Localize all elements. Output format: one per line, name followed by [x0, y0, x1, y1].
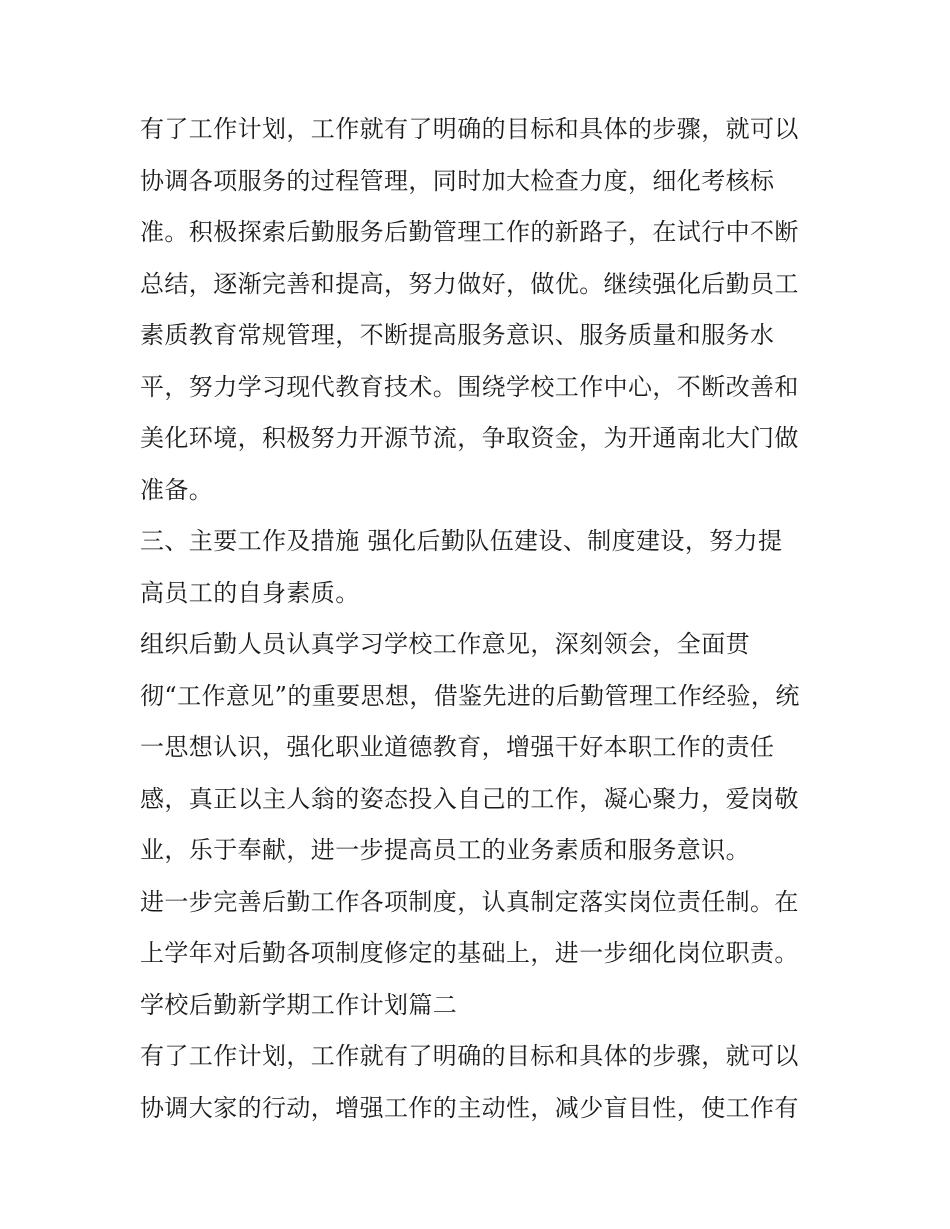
text-line: 彻“工作意见”的重要思想，借鉴先进的后勤管理工作经验，统	[140, 681, 800, 710]
text-line: 上学年对后勤各项制度修定的基础上，进一步细化岗位职责。	[140, 939, 799, 967]
text-line: 素质教育常规管理，不断提高服务意识、服务质量和服务水	[140, 321, 775, 349]
text-line: 组织后勤人员认真学习学校工作意见，深刻领会，全面贯	[140, 630, 750, 658]
text-line: 业，乐于奉献，进一步提高员工的业务素质和服务意识。	[140, 836, 750, 864]
text-line: 感，真正以主人翁的姿态投入自己的工作，凝心聚力，爱岗敬	[140, 784, 799, 813]
text-line: 协调各项服务的过程管理，同时加大检查力度，细化考核标	[140, 166, 775, 195]
text-line: 准。积极探索后勤服务后勤管理工作的新路子，在试行中不断	[140, 218, 799, 246]
text-line: 进一步完善后勤工作各项制度，认真制定落实岗位责任制。在	[140, 887, 799, 916]
document-body	[140, 104, 820, 1134]
article-title-line: 学校后勤新学期工作计划篇二	[140, 990, 458, 1019]
text-line: 准备。	[140, 475, 214, 504]
text-line: 一思想认识，强化职业道德教育，增强干好本职工作的责任	[140, 733, 775, 761]
text-line: 平，努力学习现代教育技术。围绕学校工作中心，不断改善和	[140, 372, 799, 401]
text-line: 协调大家的行动，增强工作的主动性，减少盲目性，使工作有	[140, 1093, 799, 1122]
section-heading-line: 三、主要工作及措施 强化后勤队伍建设、制度建设，努力提	[140, 527, 783, 555]
text-line: 有了工作计划，工作就有了明确的目标和具体的步骤，就可以	[140, 115, 799, 143]
text-line: 美化环境，积极努力开源节流，争取资金，为开通南北大门做	[140, 424, 799, 452]
text-line: 有了工作计划，工作就有了明确的目标和具体的步骤，就可以	[140, 1042, 799, 1070]
text-line: 高员工的自身素质。	[140, 578, 360, 607]
text-line: 总结，逐渐完善和提高，努力做好，做优。继续强化后勤员工	[140, 269, 799, 298]
